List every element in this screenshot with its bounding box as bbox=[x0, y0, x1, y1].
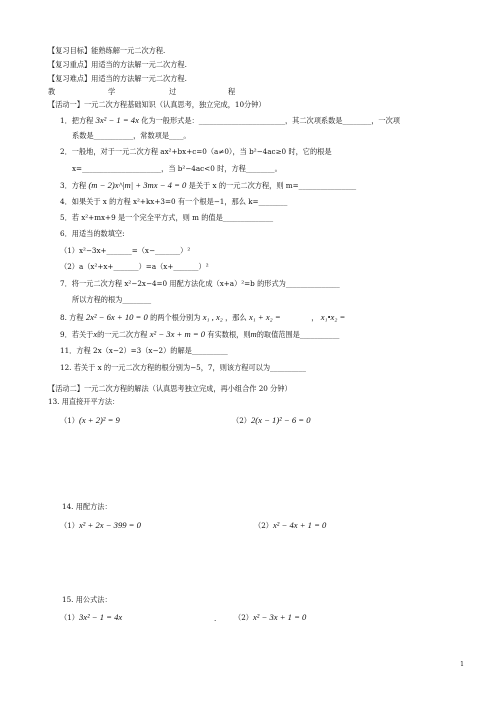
question-3: 3．方程 (m − 2)x^|m| + 3mx − 4 = 0 是关于 x 的一元二次方程，则 m=________________ bbox=[60, 180, 357, 190]
question-5: 5．若 x²+mx+9 是一个完全平方式，则 m 的值是______________ bbox=[60, 213, 274, 222]
question-6: 6．用适当的数填空: bbox=[60, 229, 125, 238]
question-13: 13. 用直接开平方法： bbox=[48, 397, 120, 406]
question-6-sub2: （2）a（x²+x+_______）=a（x+_______）² bbox=[60, 262, 209, 271]
question-2-line2: x=______________________，当 b²−4ac<0 时，方程________。 bbox=[72, 164, 282, 173]
question-2: 2．一般地，对于一元二次方程 ax²+bx+c=0（a≠0），当 b²−4ac≥0 时，它的根是 bbox=[60, 147, 332, 156]
activity2-heading: 【活动二】一元二次方程的解法（认真思考独立完成，再小组合作 20 分钟） bbox=[48, 384, 292, 393]
question-15-separator: . bbox=[214, 614, 217, 623]
question-12: 12. 若关于 x 的一元二次方程的根分别为−5，7，则该方程可以为__________ bbox=[60, 363, 306, 372]
question-13-part2: （2）2(x − 1)² − 6 = 0 bbox=[232, 415, 311, 425]
question-1: 1．把方程 3x² − 1 = 4x 化为一般形式是：________________________，其二次项系数是________，一次项 bbox=[60, 115, 400, 125]
question-3-equation: (m − 2)x^|m| + 3mx − 4 = 0 bbox=[88, 180, 187, 190]
question-13-part1: （1）(x + 2)² = 9 bbox=[60, 415, 120, 425]
question-9-equation: x² − 3x + m = 0 bbox=[149, 329, 206, 339]
question-1-equation: 3x² − 1 = 4x bbox=[95, 115, 139, 125]
teaching-process-title: 教 学 过 程 bbox=[48, 87, 236, 96]
question-14-part1: （1）x² + 2x − 399 = 0 bbox=[60, 520, 141, 530]
question-15: 15. 用公式法： bbox=[62, 595, 112, 604]
question-1-line2: 系数是___________，常数项是____。 bbox=[72, 131, 191, 140]
question-4: 4．如果关于 x 的方程 x²+kx+3=0 有一个根是−1，那么 k=________ bbox=[60, 197, 288, 206]
review-goal: 【复习目标】能熟练解一元二次方程. bbox=[48, 46, 166, 55]
question-6-sub1: （1）x²−3x+_______=（x−_______）² bbox=[60, 246, 191, 255]
question-14-part2: （2）x² − 4x + 1 = 0 bbox=[254, 520, 327, 530]
activity1-heading: 【活动一】一元二次方程基础知识（认真思考，独立完成，10分钟） bbox=[48, 100, 266, 109]
question-14: 14. 用配方法： bbox=[62, 502, 112, 511]
review-difficulty: 【复习难点】用适当的方法解一元二次方程. bbox=[48, 74, 187, 83]
question-15-part2: （2）x² − 3x + 1 = 0 bbox=[234, 612, 307, 622]
question-11: 11．方程 2x（x−2）=3（x−2）的解是__________ bbox=[60, 346, 228, 355]
question-9: 9．若关于x的一元二次方程 x² − 3x + m = 0 有实数根，则m的取值范围是___________ bbox=[60, 329, 340, 339]
review-key-point: 【复习重点】用适当的方法解一元二次方程. bbox=[48, 60, 187, 69]
question-8-equation: 2x² − 6x + 10 = 0 bbox=[85, 312, 148, 322]
question-8: 8. 方程 2x² − 6x + 10 = 0 的两个根分别为 x₁ , x₂ ，那么 x₁ + x₂ = ， x₁•x₂ = bbox=[60, 312, 346, 322]
question-7: 7．将一元二次方程 x²−2x−4=0 用配方法化成（x+a）²=b 的形式为_______________ bbox=[60, 279, 340, 288]
question-7-line2: 所以方程的根为________ bbox=[72, 295, 152, 304]
question-15-part1: （1）3x² − 1 = 4x bbox=[60, 612, 123, 622]
page-number: 1 bbox=[460, 661, 464, 668]
